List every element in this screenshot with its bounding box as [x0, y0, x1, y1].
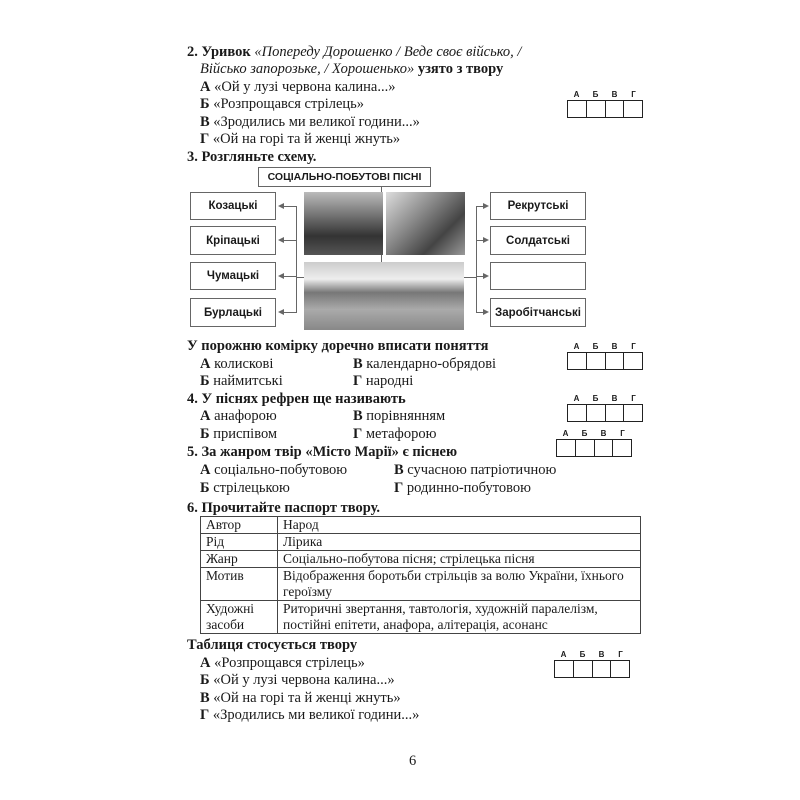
option-letter: Г: [394, 480, 404, 496]
q3-question: У порожню комірку доречно вписати поняття: [187, 338, 489, 354]
option-text: «Розпрощався стрілець»: [210, 654, 365, 671]
option-text: приспівом: [209, 426, 278, 442]
q2-suffix: узято з твору: [414, 61, 504, 77]
table-key: Художні засоби: [201, 601, 278, 634]
answer-cell[interactable]: [576, 440, 595, 456]
table-row: [201, 551, 641, 568]
grid-label: Б: [592, 342, 599, 351]
option-text: «Ой у лузі червона калина...»: [210, 79, 396, 95]
table-row: [201, 568, 641, 601]
answer-cell[interactable]: [595, 440, 614, 456]
q2-option-d: [200, 130, 400, 148]
option-text: соціально-побутовою: [210, 462, 348, 478]
grid-label: Г: [631, 90, 636, 99]
grid-label: В: [611, 394, 618, 403]
option-letter: В: [353, 408, 363, 424]
grid-label: Г: [631, 342, 636, 351]
option-letter: Б: [200, 96, 210, 112]
option-letter: Б: [200, 426, 210, 442]
q5-option-c: [394, 461, 556, 479]
table-value: Риторичні звертання, тавтологія, художній паралелізм, постійні епітети, анафора, алітерація, асонанс: [278, 601, 641, 634]
scheme-left-item: Чумацькі: [190, 262, 276, 290]
option-letter: А: [200, 462, 211, 478]
table-value: Соціально-побутова пісня; стрілецька пісня: [278, 551, 641, 568]
option-letter: А: [200, 654, 211, 671]
arrow-left-icon: [278, 237, 284, 243]
option-letter: В: [200, 114, 210, 130]
q2-stem-line2: [200, 60, 503, 78]
answer-cell[interactable]: [568, 101, 587, 117]
option-text: «Зродились ми великої години...»: [209, 114, 420, 130]
q3-title: 3. Розгляньте схему.: [187, 149, 317, 165]
table-row: [201, 601, 641, 634]
grid-label: А: [562, 429, 569, 438]
grid-label: В: [611, 342, 618, 351]
answer-cell[interactable]: [624, 353, 642, 369]
work-passport-table: [200, 516, 641, 634]
option-letter: Г: [353, 373, 363, 389]
answer-cell[interactable]: [606, 101, 625, 117]
q6-answer-grid[interactable]: [554, 649, 630, 678]
grid-label: Г: [631, 394, 636, 403]
answer-cell[interactable]: [568, 405, 587, 421]
answer-cell[interactable]: [568, 353, 587, 369]
arrow-left-icon: [278, 273, 284, 279]
q2-stem-line1: [187, 43, 521, 61]
q6-question-block: [187, 637, 647, 725]
grid-label: Г: [618, 650, 623, 659]
option-text: колискові: [210, 356, 274, 372]
answer-cell[interactable]: [606, 405, 625, 421]
q2-answer-grid[interactable]: [567, 89, 643, 118]
answer-cell[interactable]: [557, 440, 576, 456]
option-letter: Г: [200, 131, 210, 147]
option-text: метафорою: [362, 426, 437, 442]
option-text: анафорою: [210, 408, 277, 424]
arrow-left-icon: [278, 309, 284, 315]
scheme-right-item: Заробітчанські: [490, 298, 586, 327]
table-key: Мотив: [201, 568, 278, 601]
q6-title: 6. Прочитайте паспорт твору.: [187, 500, 381, 516]
table-row: [201, 534, 641, 551]
q5-option-a: [200, 461, 347, 479]
grid-label: А: [560, 650, 567, 659]
scheme-right-item: Рекрутські: [490, 192, 586, 220]
q4-option-a: [200, 407, 277, 425]
scheme-left-item: Бурлацькі: [190, 298, 276, 327]
grid-label: Б: [592, 394, 599, 403]
q5-answer-grid[interactable]: [556, 428, 632, 457]
option-text: «Ой у лузі червона калина...»: [209, 672, 395, 688]
arrow-right-icon: [483, 309, 489, 315]
answer-cell[interactable]: [587, 353, 606, 369]
answer-cell[interactable]: [611, 661, 629, 677]
option-text: порівнянням: [362, 408, 446, 424]
answer-cell[interactable]: [624, 101, 642, 117]
grid-label: А: [573, 342, 580, 351]
scheme-empty-cell: [490, 262, 586, 290]
option-text: «Ой на горі та й женці жнуть»: [209, 689, 401, 706]
q4-option-c: [353, 407, 445, 425]
option-letter: В: [394, 462, 404, 478]
option-text: сучасною патріотичною: [403, 462, 557, 478]
q3-answer-grid[interactable]: [567, 341, 643, 370]
q6-option-c: [200, 690, 647, 708]
arrow-right-icon: [483, 203, 489, 209]
q4-title: 4. У піснях рефрен ще називають: [187, 391, 406, 407]
answer-cell[interactable]: [574, 661, 593, 677]
option-text: родинно-побутовою: [403, 480, 531, 496]
option-text: народні: [362, 373, 414, 389]
table-key: Жанр: [201, 551, 278, 568]
grid-label: Б: [579, 650, 586, 659]
table-value: Відображення боротьби стрільців за волю України, їхнього героїзму: [278, 568, 641, 601]
answer-cell[interactable]: [587, 405, 606, 421]
grid-label: В: [600, 429, 607, 438]
answer-cell[interactable]: [593, 661, 612, 677]
haymaking-photo: [304, 262, 464, 330]
scheme-right-item: Солдатські: [490, 226, 586, 255]
scheme-left-item: Кріпацькі: [190, 226, 276, 255]
option-text: «Зродились ми великої години...»: [209, 707, 420, 723]
q3-option-c: [353, 355, 496, 373]
table-key: Рід: [201, 534, 278, 551]
q4-option-b: [200, 425, 277, 443]
q3-option-d: [353, 372, 413, 390]
oxen-cart-photo: [386, 192, 465, 255]
page-number: 6: [409, 753, 417, 769]
q4-answer-grid[interactable]: [567, 393, 643, 422]
table-value: Народ: [278, 517, 641, 534]
option-text: «Розпрощався стрілець»: [209, 96, 365, 112]
option-letter: Г: [353, 426, 363, 442]
grid-label: Б: [581, 429, 588, 438]
scheme-header: СОЦІАЛЬНО-ПОБУТОВІ ПІСНІ: [258, 167, 431, 187]
q6-section: [187, 516, 647, 725]
q2-option-a: [200, 78, 395, 96]
option-text: наймитські: [209, 373, 283, 389]
q2-quote-2: Військо запорозьке, / Хорошенько»: [200, 61, 415, 77]
arrow-left-icon: [278, 203, 284, 209]
grid-label: Г: [620, 429, 625, 438]
table-key: Автор: [201, 517, 278, 534]
connector: [296, 206, 297, 313]
q6-option-d: [200, 707, 647, 725]
arrow-right-icon: [483, 237, 489, 243]
q4-option-d: [353, 425, 436, 443]
option-letter: В: [353, 356, 363, 372]
q5-option-b: [200, 479, 290, 497]
table-value: Лірика: [278, 534, 641, 551]
answer-cell[interactable]: [606, 353, 625, 369]
option-text: «Ой на горі та й женці жнуть»: [209, 131, 401, 147]
q2-option-c: [200, 113, 420, 131]
answer-cell[interactable]: [613, 440, 631, 456]
option-text: стрілецькою: [209, 480, 290, 496]
answer-cell[interactable]: [624, 405, 642, 421]
grid-label: В: [611, 90, 618, 99]
cossacks-photo: [304, 192, 383, 255]
q2-prefix: 2. Уривок: [187, 44, 255, 60]
grid-label: А: [573, 394, 580, 403]
option-letter: Г: [200, 707, 210, 723]
option-letter: А: [200, 408, 211, 424]
table-row: [201, 517, 641, 534]
scheme-left-item: Козацькі: [190, 192, 276, 220]
option-letter: Б: [200, 672, 210, 688]
answer-cell[interactable]: [587, 101, 606, 117]
option-letter: В: [200, 689, 210, 706]
grid-label: В: [598, 650, 605, 659]
option-letter: А: [200, 79, 211, 95]
q3-option-b: [200, 372, 283, 390]
arrow-right-icon: [483, 273, 489, 279]
option-letter: Б: [200, 480, 210, 496]
option-letter: А: [200, 356, 211, 372]
q5-option-d: [394, 479, 531, 497]
grid-label: А: [573, 90, 580, 99]
q3-option-a: [200, 355, 273, 373]
grid-label: Б: [592, 90, 599, 99]
q2-quote-1: «Попереду Дорошенко / Веде своє військо, /: [254, 44, 522, 60]
answer-cell[interactable]: [555, 661, 574, 677]
q2-option-b: [200, 95, 364, 113]
q6-question: Таблиця стосується твору: [187, 637, 358, 653]
q5-title: 5. За жанром твір «Місто Марії» є піснею: [187, 444, 458, 460]
connector: [476, 206, 477, 313]
option-text: календарно-обрядові: [362, 356, 497, 372]
option-letter: Б: [200, 373, 210, 389]
